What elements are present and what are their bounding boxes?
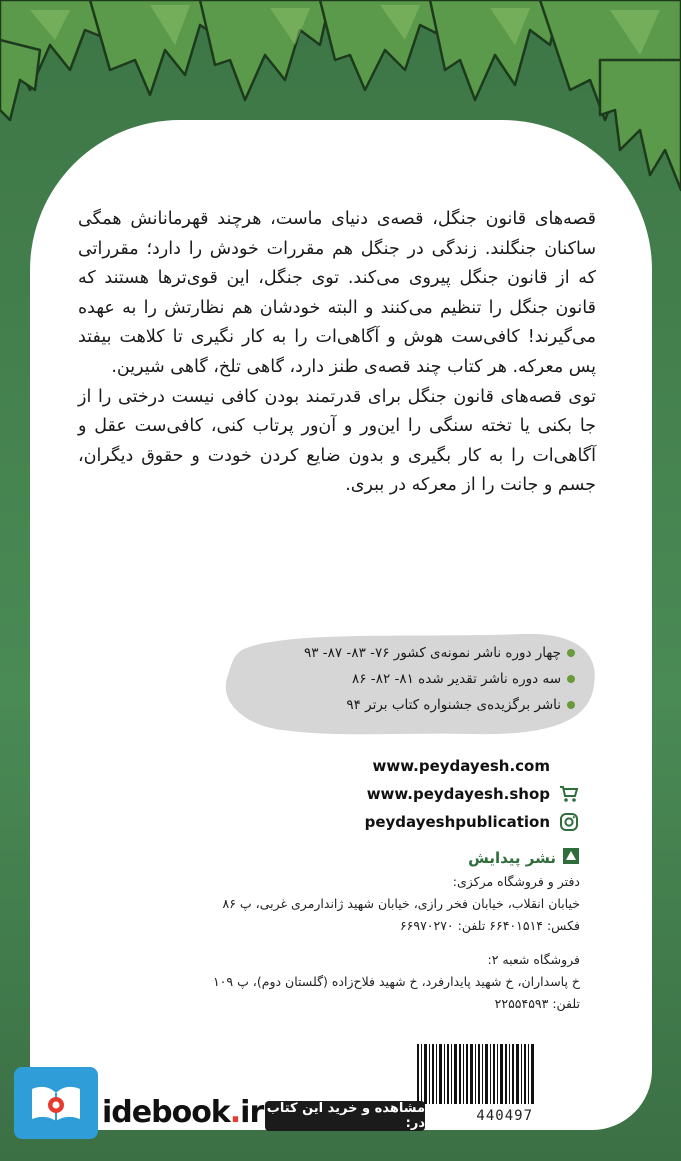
cart-icon	[558, 783, 580, 805]
branch-address: خ پاسداران، خ شهید پایدارفرد، خ شهید فلاح‌زاده (گلستان دوم)، پ ۱۰۹	[212, 974, 580, 989]
barcode-digits: 440497	[476, 1108, 533, 1124]
award-item: سه دوره ناشر تقدیر شده ۸۱- ۸۲- ۸۶	[245, 666, 577, 692]
publisher-info	[80, 845, 580, 1015]
award-item: ناشر برگزیده‌ی جشنواره کتاب برتر ۹۴	[245, 692, 577, 718]
instagram-link[interactable]: peydayeshpublication	[364, 813, 550, 831]
award-item: چهار دوره ناشر نمونه‌ی کشور ۷۶- ۸۳- ۸۷- ۹۳	[245, 640, 577, 666]
branch-phone: تلفن: ۲۲۵۵۴۵۹۳	[494, 996, 580, 1011]
blank-icon	[558, 755, 580, 777]
blurb-paragraph-2: توی قصه‌های قانون جنگل برای قدرتمند بودن کافی نیست درختی را از جا بکنی یا تخته سنگی را این‌ور و آن‌ور پرتاب کنی، کافی‌ست عقل و آگاهی‌ات را به کار بگیری و بدون ضایع کردن خودت و حقوق دیگران، جسم و جانت را از معرکه در ببری.	[78, 386, 596, 496]
hq-contact: فکس: ۶۶۴۰۱۵۱۴ تلفن: ۶۶۹۷۰۲۷۰	[399, 918, 580, 933]
idebook-watermark[interactable]	[0, 1067, 540, 1142]
website-link[interactable]: www.peydayesh.com	[372, 757, 550, 775]
branch-title: فروشگاه شعبه ۲:	[487, 952, 580, 967]
blurb-paragraph-1: قصه‌های قانون جنگل، قصه‌ی دنیای ماست، هرچند قهرمانانش همگی ساکنان جنگلند. زندگی در جنگل هم مقررات خودش را دارد؛ مقرراتی که از قانون جنگل پیروی می‌کند. توی جنگل، این قوی‌ترها هستند که قانون جنگل را تنظیم می‌کنند و البته خودشان هم نظارتش را به عهده می‌گیرند! کافی‌ست هوش و آگاهی‌ات را به کار نگیری تا کلاهت بیفتد پس معرکه. هر کتاب چند قصه‌ی طنز دارد، گاهی تلخ، گاهی شیرین.	[78, 209, 596, 377]
website-row[interactable]	[300, 752, 580, 780]
book-blurb	[78, 205, 596, 501]
publisher-logo-icon	[562, 847, 580, 869]
publisher-name: نشر پیدایش	[468, 849, 556, 867]
publisher-name-row	[80, 845, 580, 871]
idebook-logo: idebook.ir	[102, 1095, 264, 1130]
instagram-icon	[558, 811, 580, 833]
shop-row[interactable]	[300, 780, 580, 808]
shop-link[interactable]: www.peydayesh.shop	[366, 785, 550, 803]
publisher-links	[300, 752, 580, 836]
hq-title: دفتر و فروشگاه مرکزی:	[452, 874, 580, 889]
hq-address: خیابان انقلاب، خیابان فخر رازی، خیابان شهید ژاندارمری غربی، پ ۸۶	[222, 896, 580, 911]
watermark-tagline: مشاهده و خرید این کتاب در:	[266, 1101, 425, 1131]
publisher-awards-list	[245, 640, 577, 718]
book-icon	[14, 1067, 98, 1139]
instagram-row[interactable]	[300, 808, 580, 836]
